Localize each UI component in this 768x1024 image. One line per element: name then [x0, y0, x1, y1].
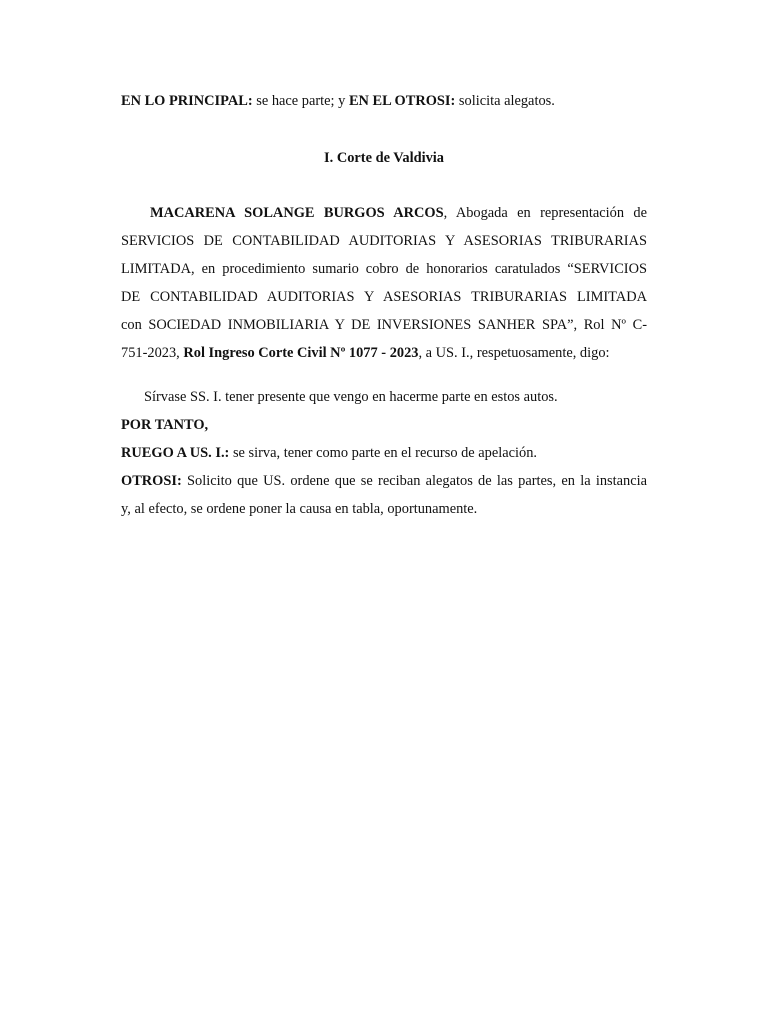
- lawyer-name: MACARENA SOLANGE BURGOS ARCOS: [150, 205, 444, 221]
- por-tanto-text: POR TANTO,: [121, 417, 209, 433]
- intro-line-6: [121, 345, 610, 362]
- request-paragraph: Sírvase SS. I. tener presente que vengo en hacerme parte en estos autos.: [144, 389, 558, 405]
- principal-text: se hace parte; y: [252, 93, 349, 109]
- ruego-label: RUEGO A US. I.:: [121, 445, 230, 461]
- otrosi-heading-label: EN EL OTROSI:: [348, 93, 456, 109]
- principal-label: EN LO PRINCIPAL:: [121, 93, 253, 109]
- heading-line: [121, 93, 555, 110]
- por-tanto: [121, 417, 208, 434]
- intro-line-3: LIMITADA, en procedimiento sumario cobro de honorarios caratulados “SERVICIOS: [121, 261, 647, 277]
- intro-line-6-a: 751-2023,: [121, 345, 184, 361]
- intro-line-5: con SOCIEDAD INMOBILIARIA Y DE INVERSIONES SANHER SPA”, Rol Nº C-: [121, 317, 647, 333]
- intro-line-6-b: , a US. I., respetuosamente, digo:: [418, 345, 610, 361]
- court-title: [121, 150, 647, 167]
- intro-line-4: DE CONTABILIDAD AUDITORIAS Y ASESORIAS TRIBURARIAS LIMITADA: [121, 289, 647, 305]
- otrosi-line-1: [121, 473, 647, 490]
- ruego-line: [121, 445, 537, 462]
- intro-line-2: SERVICIOS DE CONTABILIDAD AUDITORIAS Y ASESORIAS TRIBURARIAS: [121, 233, 647, 249]
- rol-ingreso: Rol Ingreso Corte Civil Nº 1077 - 2023: [183, 345, 419, 361]
- intro-line-1: [121, 205, 647, 222]
- court-title-text: I. Corte de Valdivia: [324, 150, 444, 166]
- otrosi-label: OTROSI:: [121, 473, 182, 489]
- intro-line-1-rest: , Abogada en representación de: [443, 205, 647, 221]
- otrosi-line-1-text: Solicito que US. ordene que se reciban alegatos de las partes, en la instancia: [181, 473, 647, 489]
- ruego-text: se sirva, tener como parte en el recurso de apelación.: [229, 445, 538, 461]
- otrosi-heading-text: solicita alegatos.: [455, 93, 555, 109]
- otrosi-line-2: y, al efecto, se ordene poner la causa en tabla, oportunamente.: [121, 501, 478, 517]
